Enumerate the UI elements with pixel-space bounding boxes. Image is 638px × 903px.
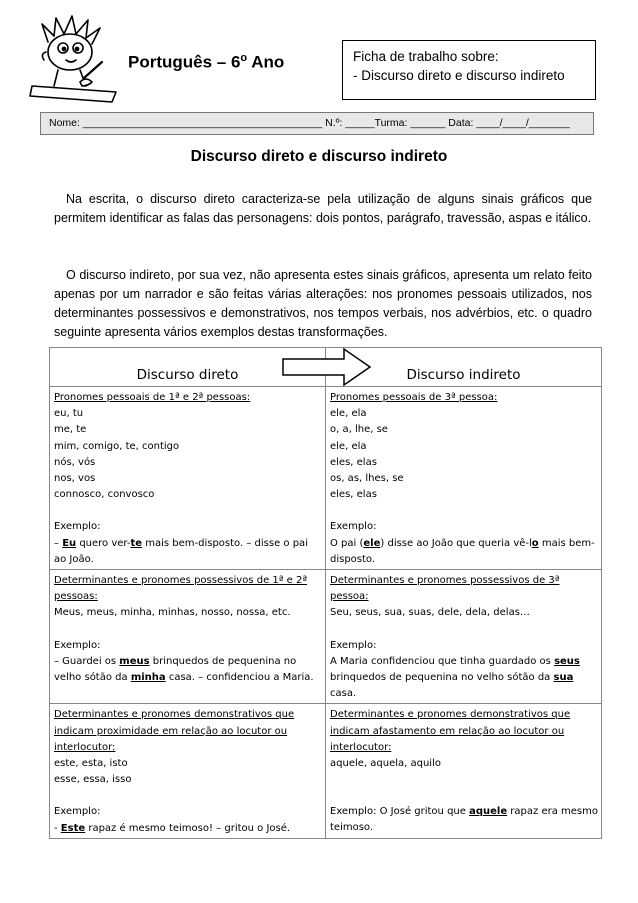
intro-paragraph: Na escrita, o discurso direto caracteriza-se pela utilização de alguns sinais gráficos que permitem identificar as falas das personagens: dois pontos, parágrafo, travessão, aspas e itálico. — [54, 192, 592, 225]
comparison-table — [49, 347, 602, 839]
cell-demonstratives-direct: Determinantes e pronomes demonstrativos que indicam proximidade em relação ao locutor ou interlocutor: este, esta, isto esse, essa, isso Exemplo: - Este rapaz é mesmo teimoso! – gritou o José. — [50, 704, 326, 838]
indirect-paragraph: O discurso indireto, por sua vez, não apresenta estes sinais gráficos, apresenta um relato feito apenas por um narrador e são feitas várias alterações: nos pronomes pessoais utilizados, nos determinantes possessivos e demonstrativos, nos tempos verbais, nos advérbios, etc. o quadro seguinte apresenta vários exemplos destas transformações. — [54, 268, 592, 339]
cell-possessives-indirect: Determinantes e pronomes possessivos de 3ª pessoa: Seu, seus, sua, suas, dele, dela, delas… Exemplo: A Maria confidenciou que tinha guardado os seus brinquedos de pequenina no velho sótão da sua casa. — [326, 570, 602, 704]
cell-personal-pronouns-indirect: Pronomes pessoais de 3ª pessoa: ele, ela o, a, lhe, se ele, ela eles, elas os, as, lhes, se eles, elas Exemplo: O pai (ele) disse ao João que queria vê-lo mais bem-disposto. — [326, 387, 602, 570]
worksheet-topic-value: - Discurso direto e discurso indireto — [353, 68, 565, 83]
cell-possessives-direct: Determinantes e pronomes possessivos de 1ª e 2ª pessoas: Meus, meus, minha, minhas, nosso, nossa, etc. Exemplo: – Guardei os meus brinquedos de pequenina no velho sótão da minha casa. – confidenciou a Maria. — [50, 570, 326, 704]
table-row — [50, 570, 602, 704]
cell-demonstratives-indirect: Determinantes e pronomes demonstrativos que indicam afastamento em relação ao locutor ou interlocutor: aquele, aquela, aquilo Exemplo: O José gritou que aquele rapaz era mesmo teimoso. — [326, 704, 602, 838]
page-title: Discurso direto e discurso indireto — [190, 148, 448, 165]
student-id-bar: Nome: _________________________________________ N.º: _____Turma: ______ Data: ____/____/_______ — [40, 112, 594, 135]
table-row — [50, 387, 602, 570]
column-header-indirect: Discurso indireto — [326, 348, 602, 387]
column-header-direct: Discurso direto — [50, 348, 326, 387]
worksheet-topic-box — [342, 40, 596, 100]
subject-title: Português – 6$^o$ Ano — [128, 52, 285, 72]
transform-arrow-icon — [282, 347, 372, 387]
table-row — [50, 704, 602, 838]
cell-personal-pronouns-direct: Pronomes pessoais de 1ª e 2ª pessoas: eu, tu me, te mim, comigo, te, contigo nós, vós nos, vos connosco, convosco Exemplo: – Eu quero ver-te mais bem-disposto. – disse o pai ao João. — [50, 387, 326, 570]
student-writing-illustration — [28, 12, 120, 104]
worksheet-topic-label: Ficha de trabalho sobre: — [353, 49, 499, 64]
